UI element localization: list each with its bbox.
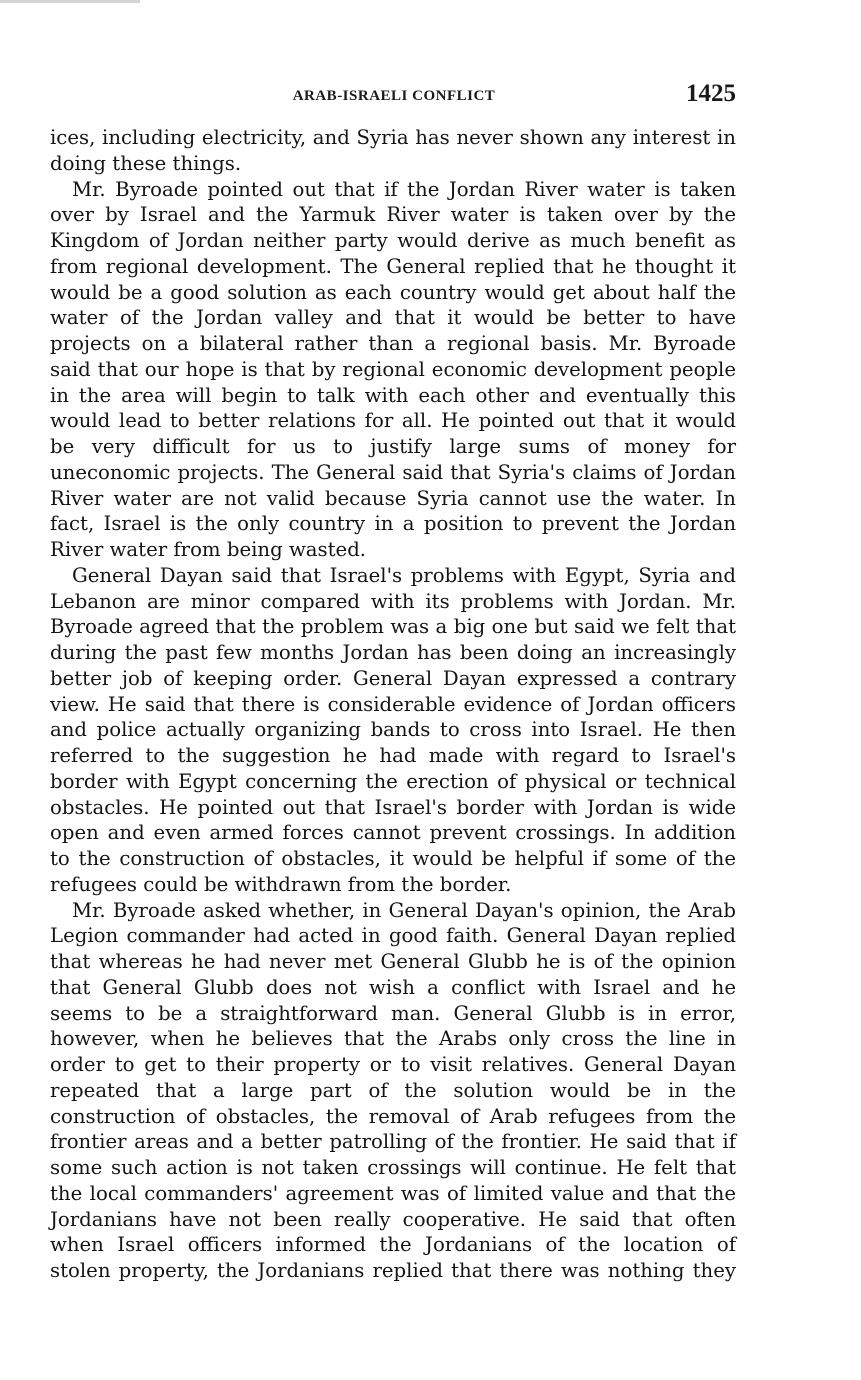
page-number: 1425 — [686, 80, 736, 107]
top-edge-rule — [0, 0, 140, 3]
paragraph-continuation: ices, including electricity, and Syria has never shown any interest in doing these things. — [50, 126, 736, 175]
paragraph-problems-with-jordan: General Dayan said that Israel's problems with Egypt, Syria and Lebanon are minor compared with its problems with Jordan. Mr. Byroade agreed that the problem was a big one but said we felt that during the past few months Jordan has been doing an increasingly better job of keeping order. General Dayan expressed a contrary view. He said that there is considerable evidence of Jordan officers and police actually organizing bands to cross into Israel. He then referred to the suggestion he had made with regard to Israel's border with Egypt concerning the erection of physical or technical obstacles. He pointed out that Israel's border with Jordan is wide open and even armed forces cannot prevent crossings. In addition to the construction of obstacles, it would be helpful if some of the refugees could be withdrawn from the border. — [50, 563, 736, 896]
body-text — [50, 125, 736, 1284]
paragraph-jordan-river-water: Mr. Byroade pointed out that if the Jordan River water is taken over by Israel and the Yarmuk River water is taken over by the Kingdom of Jordan neither party would derive as much benefit as from regional development. The General replied that he thought it would be a good solution as each country would get about half the water of the Jordan valley and that it would be better to have projects on a bilateral rather than a regional basis. Mr. Byroade said that our hope is that by regional economic development people in the area will begin to talk with each other and eventually this would lead to better relations for all. He pointed out that it would be very difficult for us to justify large sums of money for uneconomic projects. The General said that Syria's claims of Jordan River water are not valid because Syria cannot use the water. In fact, Israel is the only country in a position to prevent the Jordan River water from being wasted. — [50, 177, 736, 561]
running-head: ARAB-ISRAELI CONFLICT — [292, 88, 496, 104]
page-header — [50, 80, 738, 112]
paragraph-arab-legion-commander: Mr. Byroade asked whether, in General Dayan's opinion, the Arab Legion commander had acted in good faith. General Dayan replied that whereas he had never met General Glubb he is of the opinion that General Glubb does not wish a conflict with Israel and he seems to be a straightforward man. General Glubb is in error, however, when he believes that the Arabs only cross the line in order to get to their property or to visit relatives. General Dayan repeated that a large part of the solution would be in the construction of obstacles, the removal of Arab refugees from the frontier areas and a better patrolling of the frontier. He said that if some such action is not taken crossings will continue. He felt that the local commanders' agreement was of limited value and that the Jordanians have not been really cooperative. He said that often when Israel officers informed the Jordanians of the location of stolen property, the Jordanians replied that there was nothing they — [50, 898, 736, 1282]
